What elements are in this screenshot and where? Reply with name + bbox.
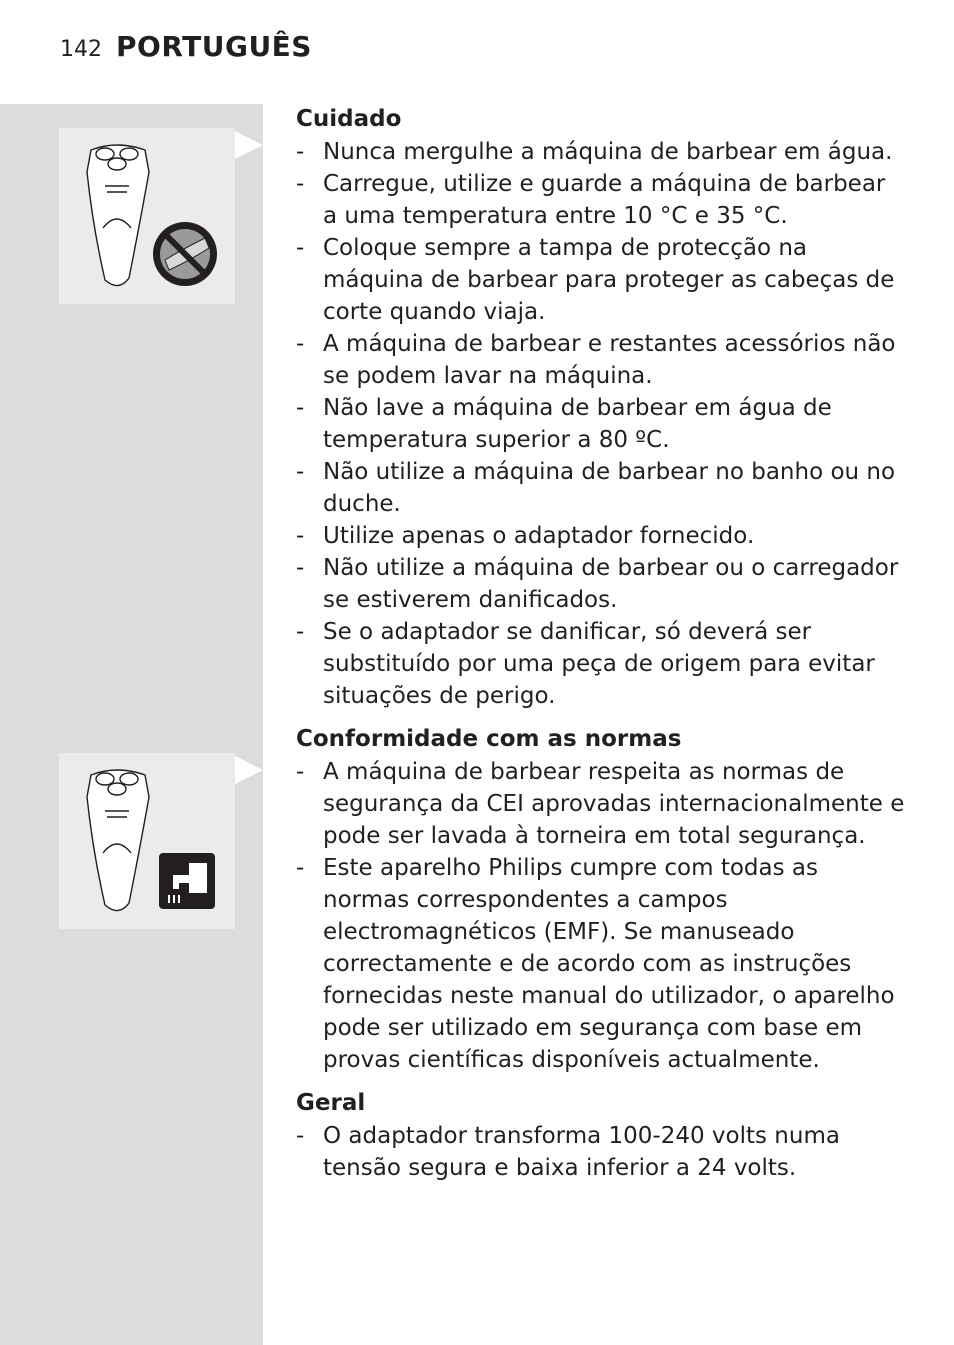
section-title: Cuidado [296,106,402,132]
shaver-no-immersion-figure [59,128,235,304]
list-item: - Se o adaptador se danificar, só deverá ser substituído por uma peça de origem para evitar situações de perigo. [296,616,906,712]
section-title: Geral [296,1090,366,1116]
section-geral [296,1086,906,1184]
list-item: - Este aparelho Philips cumpre com todas as normas correspondentes a campos electromagnéticos (EMF). Se manuseado correctamente e de acordo com as instruções fornecidas neste manual do utilizador, o aparelho pode ser utilizado em segurança com base em provas científicas disponíveis actualmente. [296,852,906,1076]
bullet-list [296,1120,906,1184]
list-item: - Nunca mergulhe a máquina de barbear em água. [296,136,906,168]
figure-pointer [235,131,263,159]
list-item: - Não lave a máquina de barbear em água de temperatura superior a 80 ºC. [296,392,906,456]
list-item: - A máquina de barbear respeita as normas de segurança da CEI aprovadas internacionalmente e pode ser lavada à torneira em total segurança. [296,756,906,852]
shaver-washable-figure [59,753,235,929]
list-item: - Carregue, utilize e guarde a máquina de barbear a uma temperatura entre 10 °C e 35 °C. [296,168,906,232]
list-item: - Não utilize a máquina de barbear ou o carregador se estiverem danificados. [296,552,906,616]
main-content [296,102,906,1194]
page-header [60,30,312,74]
bullet-list [296,756,906,1076]
section-conformidade [296,722,906,1076]
list-item: - A máquina de barbear e restantes acessórios não se podem lavar na máquina. [296,328,906,392]
list-item: - O adaptador transforma 100-240 volts numa tensão segura e baixa inferior a 24 volts. [296,1120,906,1184]
rinse-under-tap-icon [159,853,215,909]
list-item: - Não utilize a máquina de barbear no banho ou no duche. [296,456,906,520]
section-cuidado [296,102,906,712]
language-title: PORTUGUÊS [116,30,312,63]
list-item: - Utilize apenas o adaptador fornecido. [296,520,906,552]
page-number: 142 [60,37,102,62]
no-immersion-icon [151,220,219,288]
section-title: Conformidade com as normas [296,726,682,752]
figure-pointer [235,756,263,784]
list-item: - Coloque sempre a tampa de protecção na máquina de barbear para proteger as cabeças de corte quando viaja. [296,232,906,328]
bullet-list [296,136,906,712]
